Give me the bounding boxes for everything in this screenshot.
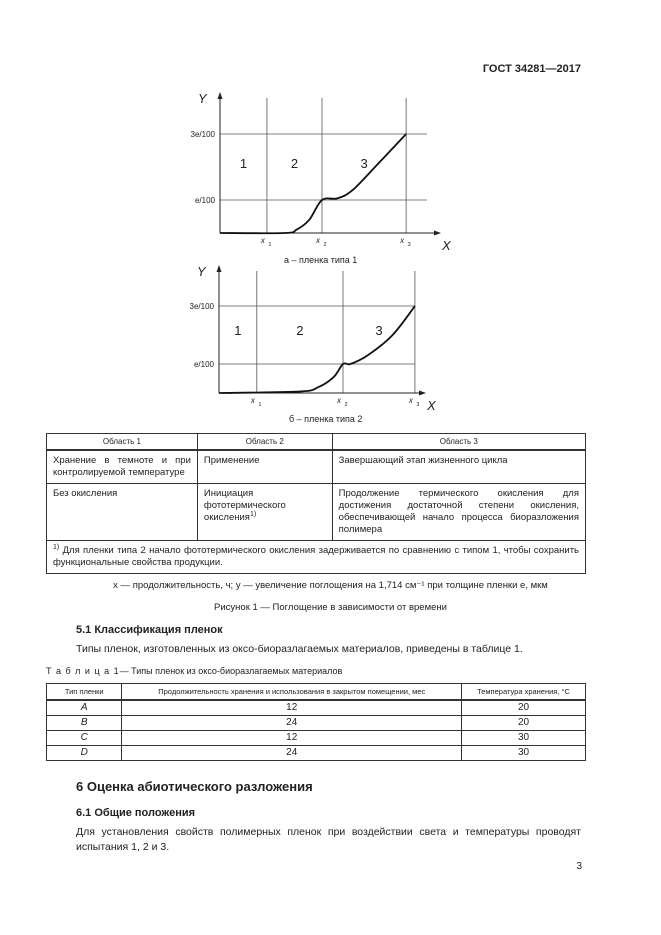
paragraph: Типы пленок, изготовленных из оксо-биоразлагаемых материалов, приведены в таблице 1. (76, 643, 523, 655)
table-row (47, 541, 586, 574)
x-tick-label: x (260, 236, 265, 245)
footnote-mark: 1) (53, 543, 60, 551)
header-cell: Область 1 (47, 434, 198, 451)
cell: 24 (122, 746, 462, 761)
table-caption (46, 665, 586, 677)
table-caption-label: Т а б л и ц а 1 (46, 666, 120, 676)
cell: C (47, 731, 122, 746)
footnote-text: Для пленки типа 2 начало фототермического окисления задерживается по сравнению с типом 1, чтобы сохранить функциональные свойства продукции. (53, 545, 580, 568)
figure-caption: Рисунок 1 — Поглощение в зависимости от времени (214, 602, 447, 613)
cell (197, 484, 332, 541)
y-tick-label: e/100 (194, 196, 215, 205)
cell: 12 (122, 731, 462, 746)
cell: B (47, 716, 122, 731)
y-axis-arrow-icon (217, 265, 222, 272)
table-row (47, 746, 586, 761)
section-heading: 5.1 Классификация пленок (76, 624, 223, 636)
cell-text: Инициация фототермического окисления (203, 488, 286, 523)
footnote-cell (47, 541, 586, 574)
x-tick-label: x (337, 396, 341, 405)
cell: 24 (122, 716, 462, 731)
page-number: 3 (576, 861, 582, 872)
x-tick-label: x (250, 396, 255, 405)
document-body (46, 433, 586, 873)
cell: Без окисления (47, 484, 198, 541)
region-label: 2 (296, 323, 304, 338)
x-tick-subscript: 2 (344, 402, 348, 408)
region-label: 2 (290, 156, 299, 171)
x-tick-label: x (316, 236, 320, 245)
data-series-line (219, 306, 415, 393)
cell: Применение (197, 450, 332, 484)
y-axis-label: Y (197, 264, 206, 279)
x-tick-subscript: 1 (258, 402, 262, 408)
chart-caption: а – пленка типа 1 (284, 255, 358, 265)
cell: 12 (122, 700, 462, 716)
cell: 30 (462, 746, 586, 761)
document-id: ГОСТ 34281—2017 (482, 63, 581, 75)
table-caption-text: — Типы пленок из оксо-биоразлагаемых материалов (119, 666, 343, 676)
region-label: 3 (360, 156, 368, 171)
cell: 20 (462, 716, 586, 731)
x-axis-arrow-icon (434, 231, 441, 236)
x-axis-label: X (427, 398, 436, 413)
cell: 30 (462, 731, 586, 746)
cell: 20 (462, 700, 586, 716)
x-axis-arrow-icon (419, 391, 426, 396)
cell: A (47, 700, 122, 716)
table-row (47, 700, 586, 716)
figure-charts (0, 0, 661, 430)
chart-caption: б – пленка типа 2 (289, 414, 363, 424)
y-tick-label: 3e/100 (190, 130, 215, 139)
region-label: 3 (375, 323, 383, 338)
cell: D (47, 746, 122, 761)
paragraph: Для установления свойств полимерных пленок при воздействии света и температуры проводят испытания 1, 2 и 3. (76, 826, 581, 853)
table-row (47, 484, 586, 541)
y-tick-label: e/100 (193, 360, 214, 369)
header-cell: Область 3 (332, 434, 585, 451)
footnote-ref: 1) (249, 510, 257, 518)
x-tick-subscript: 1 (268, 242, 272, 248)
header-cell: Температура хранения, °С (462, 684, 586, 701)
region-label: 1 (239, 156, 248, 171)
header-cell: Продолжительность хранения и использования в закрытом помещении, мес (122, 684, 462, 701)
section-heading: 6 Оценка абиотического разложения (76, 779, 313, 794)
film-types-table (46, 683, 586, 761)
y-axis-arrow-icon (218, 92, 223, 99)
y-tick-label: 3e/100 (189, 302, 214, 311)
x-tick-label: x (400, 236, 405, 245)
cell: Хранение в темноте и при контролируемой температуре (47, 450, 198, 484)
figure-legend-note: x — продолжительность, ч; y — увеличение поглощения на 1,714 см⁻¹ при толщине пленки e, мкм (113, 580, 548, 591)
header-cell: Тип пленки (47, 684, 122, 701)
data-series-line (220, 134, 406, 233)
x-tick-subscript: 3 (416, 402, 420, 408)
region-label: 1 (234, 323, 242, 338)
cell: Продолжение термического окисления для достижения достаточной степени окисления, обеспечивающей начало процесса биоразложения полимера (332, 484, 585, 541)
header-cell: Область 2 (197, 434, 332, 451)
y-axis-label: Y (198, 91, 207, 106)
table-row (47, 731, 586, 746)
x-tick-subscript: 3 (407, 242, 411, 248)
x-axis-label: X (442, 238, 451, 253)
section-heading: 6.1 Общие положения (76, 807, 196, 819)
x-tick-subscript: 2 (323, 242, 327, 248)
table-row (47, 716, 586, 731)
figure-regions-table (46, 433, 586, 574)
table-row (47, 450, 586, 484)
x-tick-label: x (408, 396, 413, 405)
cell: Завершающий этап жизненного цикла (332, 450, 585, 484)
